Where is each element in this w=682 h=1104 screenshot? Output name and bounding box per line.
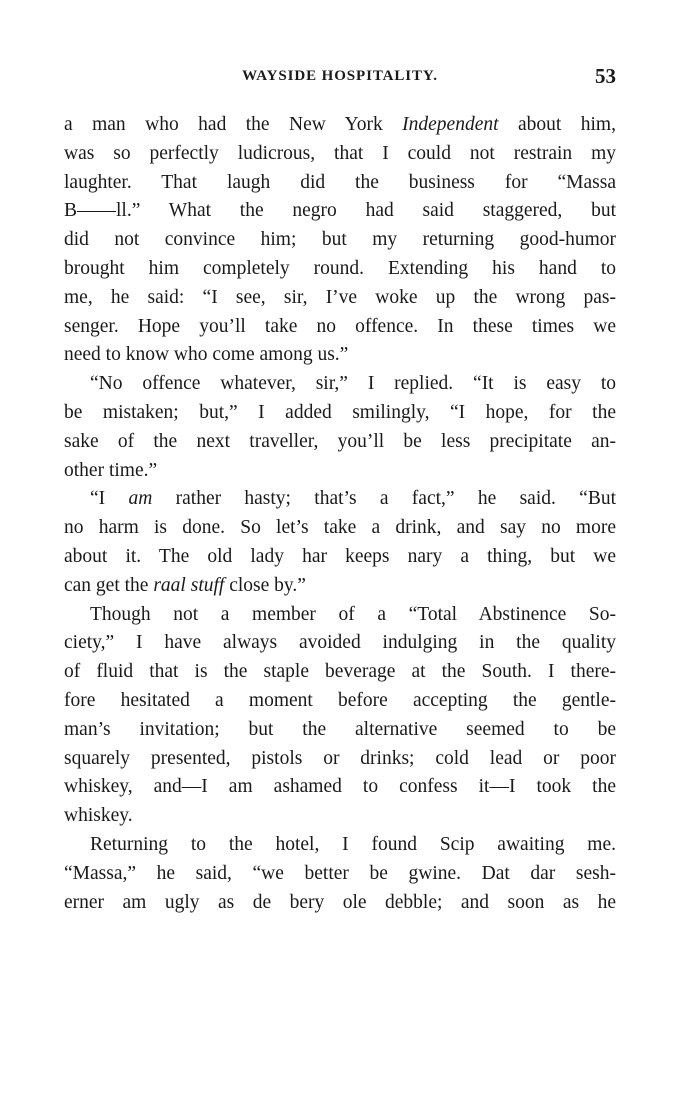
text-line: “I am rather hasty; that’s a fact,” he said. “But xyxy=(90,488,617,510)
running-title: WAYSIDE HOSPITALITY. xyxy=(242,68,438,84)
page-number: 53 xyxy=(595,64,616,88)
text-line: ciety,” I have always avoided indulging in the quality xyxy=(64,632,616,654)
text-line: man’s invitation; but the alternative seemed to be xyxy=(64,718,616,740)
text-line: whiskey. xyxy=(64,805,133,827)
text-line: need to know who come among us.” xyxy=(64,344,349,366)
text-line: about it. The old lady har keeps nary a thing, but we xyxy=(64,545,616,567)
text-line: “Massa,” he said, “we better be gwine. Dat dar sesh- xyxy=(64,862,616,884)
text-line: me, he said: “I see, sir, I’ve woke up the wrong pas- xyxy=(64,286,616,308)
text-line: Returning to the hotel, I found Scip awaiting me. xyxy=(90,833,616,855)
text-line: B——ll.” What the negro had said staggered, but xyxy=(64,200,616,222)
text-line: can get the raal stuff close by.” xyxy=(64,574,306,596)
text-line: of fluid that is the staple beverage at the South. I there- xyxy=(64,661,616,683)
text-line: Though not a member of a “Total Abstinence So- xyxy=(90,603,616,625)
text-line: fore hesitated a moment before accepting the gentle- xyxy=(64,689,616,711)
body-text xyxy=(64,111,616,917)
text-line: no harm is done. So let’s take a drink, and say no more xyxy=(64,517,616,539)
text-line: be mistaken; but,” I added smilingly, “I hope, for the xyxy=(64,401,616,423)
text-line: squarely presented, pistols or drinks; cold lead or poor xyxy=(64,747,616,769)
page-header xyxy=(64,64,616,94)
text-line: laughter. That laugh did the business for “Massa xyxy=(64,171,616,193)
text-line: whiskey, and—I am ashamed to confess it—I took the xyxy=(64,776,616,798)
text-line: erner am ugly as de bery ole debble; and soon as he xyxy=(64,891,616,913)
text-line: senger. Hope you’ll take no offence. In these times we xyxy=(64,315,616,337)
text-line: did not convince him; but my returning good-humor xyxy=(64,229,616,251)
text-line: a man who had the New York Independent about him, xyxy=(64,114,616,135)
text-line: sake of the next traveller, you’ll be less precipitate an- xyxy=(64,430,616,452)
text-line: other time.” xyxy=(64,459,158,481)
text-line: was so perfectly ludicrous, that I could not restrain my xyxy=(64,142,616,164)
text-line: brought him completely round. Extending his hand to xyxy=(64,257,616,279)
text-line: “No offence whatever, sir,” I replied. “It is easy to xyxy=(90,373,616,395)
